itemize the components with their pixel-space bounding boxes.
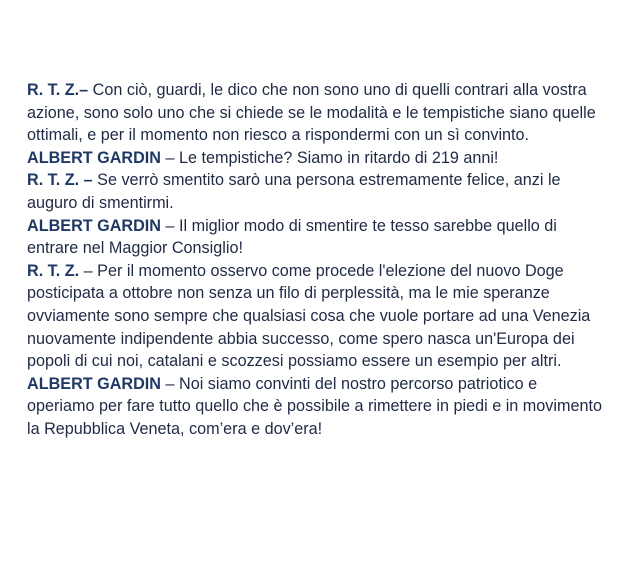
interview-transcript	[27, 79, 607, 441]
dialogue-paragraph	[27, 147, 607, 170]
dialogue-text: – Noi siamo convinti del nostro percorso patriotico e operiamo per fare tutto quello che è possibile a rimettere in piedi e in movimento la Repubblica Veneta, com’era e dov’era!	[27, 374, 602, 438]
speaker-label: R. T. Z. –	[27, 171, 93, 190]
dialogue-text: – Le tempistiche? Siamo in ritardo di 219 anni!	[161, 148, 499, 167]
dialogue-text: Con ciò, guardi, le dico che non sono uno di quelli contrari alla vostra azione, sono solo uno che si chiede se le modalità e le tempistiche siano quelle ottimali, e per il momento non riesco a rispondermi con un sì convinto.	[27, 81, 596, 145]
dialogue-paragraph	[27, 260, 607, 373]
dialogue-paragraph	[27, 79, 607, 147]
dialogue-paragraph	[27, 169, 607, 214]
dialogue-text: – Per il momento osservo come procede l'elezione del nuovo Doge posticipata a ottobre non senza un filo di perplessità, ma le mie speranze ovviamente sono sempre che qualsiasi cosa che vuole portare ad una Venezia nuovamente indipendente abbia successo, come spero nasca un'Europa dei popoli di cui noi, catalani e scozzesi possiamo essere un esempio per altri.	[27, 261, 591, 371]
speaker-label: ALBERT GARDIN	[27, 216, 161, 235]
dialogue-text: – Il miglior modo di smentire te tesso sarebbe quello di entrare nel Maggior Consiglio!	[27, 216, 557, 258]
speaker-label: ALBERT GARDIN	[27, 148, 161, 167]
dialogue-text: Se verrò smentito sarò una persona estremamente felice, anzi le auguro di smentirmi.	[27, 171, 561, 212]
speaker-label: R. T. Z.–	[27, 81, 89, 99]
dialogue-paragraph	[27, 373, 607, 441]
speaker-label: R. T. Z.	[27, 261, 80, 280]
speaker-label: ALBERT GARDIN	[27, 374, 161, 393]
dialogue-paragraph	[27, 215, 607, 260]
